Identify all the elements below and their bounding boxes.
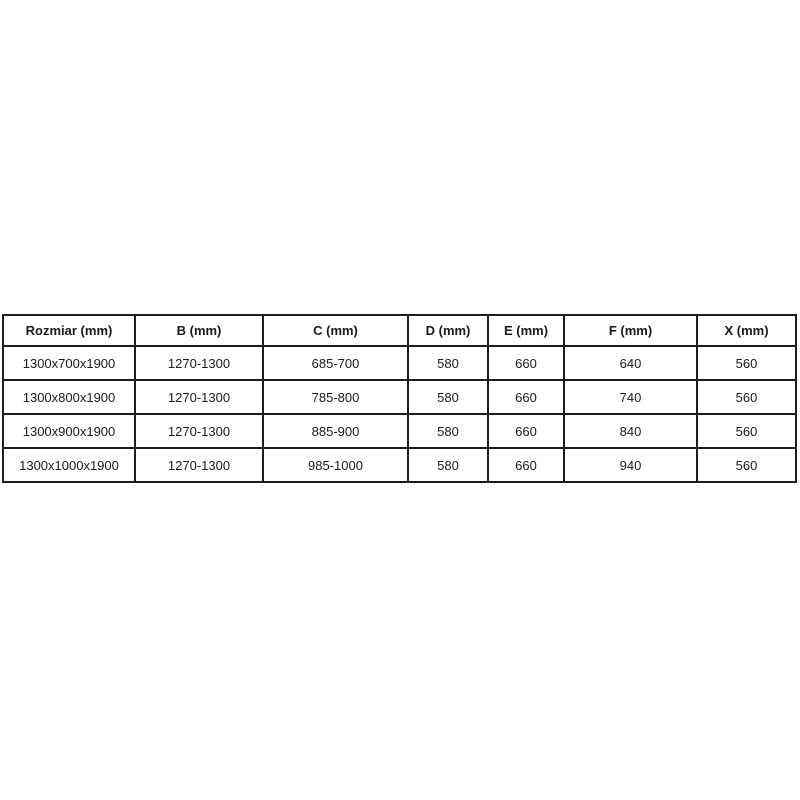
table-cell: 560	[697, 346, 796, 380]
table-cell: 885-900	[263, 414, 408, 448]
table-row	[3, 414, 796, 448]
table-cell: 1270-1300	[135, 380, 263, 414]
table-row	[3, 448, 796, 482]
table-cell: 940	[564, 448, 697, 482]
table-cell: 1270-1300	[135, 414, 263, 448]
table-cell: 660	[488, 380, 564, 414]
table-cell: 1300x700x1900	[3, 346, 135, 380]
table-cell: 985-1000	[263, 448, 408, 482]
column-header-f: F (mm)	[564, 315, 697, 346]
table-cell: 785-800	[263, 380, 408, 414]
table-header-row	[3, 315, 796, 346]
table-cell: 580	[408, 346, 488, 380]
table-cell: 640	[564, 346, 697, 380]
column-header-rozmiar: Rozmiar (mm)	[3, 315, 135, 346]
column-header-x: X (mm)	[697, 315, 796, 346]
table-row	[3, 346, 796, 380]
column-header-d: D (mm)	[408, 315, 488, 346]
table-cell: 560	[697, 380, 796, 414]
table-cell: 740	[564, 380, 697, 414]
table-row	[3, 380, 796, 414]
table-cell: 1300x800x1900	[3, 380, 135, 414]
table-cell: 580	[408, 414, 488, 448]
table-cell: 560	[697, 414, 796, 448]
table-cell: 1300x900x1900	[3, 414, 135, 448]
table-cell: 660	[488, 346, 564, 380]
table-cell: 660	[488, 448, 564, 482]
table-cell: 1270-1300	[135, 346, 263, 380]
table-cell: 840	[564, 414, 697, 448]
table-cell: 1300x1000x1900	[3, 448, 135, 482]
dimension-table-container	[2, 314, 795, 483]
table-cell: 580	[408, 448, 488, 482]
column-header-c: C (mm)	[263, 315, 408, 346]
table-cell: 580	[408, 380, 488, 414]
table-cell: 660	[488, 414, 564, 448]
table-cell: 685-700	[263, 346, 408, 380]
column-header-b: B (mm)	[135, 315, 263, 346]
column-header-e: E (mm)	[488, 315, 564, 346]
table-cell: 560	[697, 448, 796, 482]
table-cell: 1270-1300	[135, 448, 263, 482]
dimension-table	[2, 314, 797, 483]
